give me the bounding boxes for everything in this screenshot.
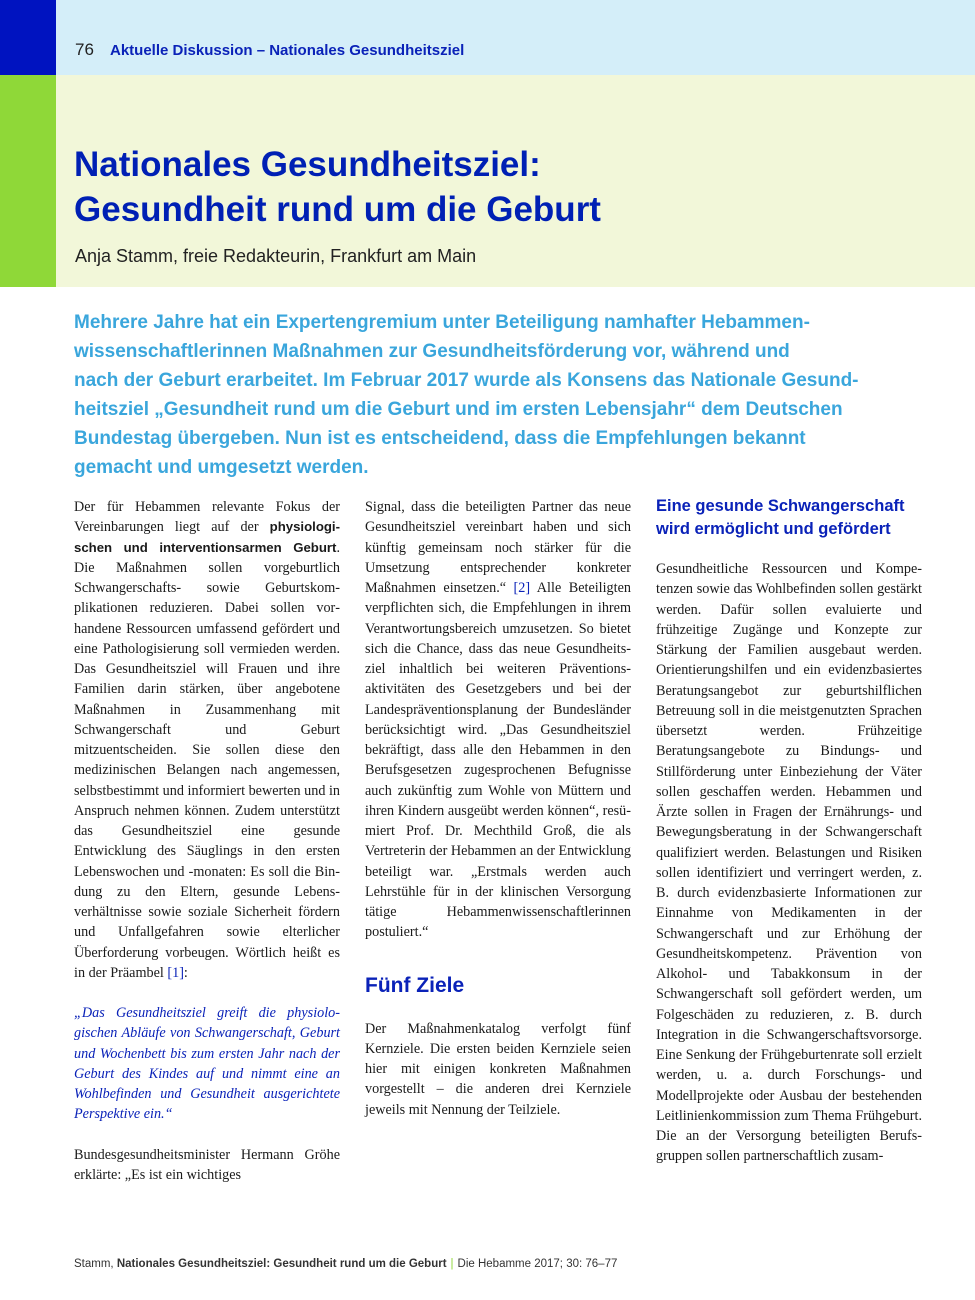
lead-line: Bundestag übergeben. Nun ist es entscheidend, dass die Empfehlungen bekannt <box>74 428 806 449</box>
body-text: Alle Beteiligten verpflichten sich, die Empfehlungen in ihrem Verantwortungsbereich umzusetzen. So bietet sich die Chance, dass das neue Gesundheitsziel inhaltlich bei weiteren Präventionsaktivitäten des Gesetzgebers und bei der Landespräventionsplanung der Bundesländer berücksichtigt wird. „Das Gesundheitsziel bekräftigt, dass alle den Hebammen in den Berufsgesetzen zugesprochenen Befugnisse auch zukünftig zum Wohle von Müttern und ihren Kindern ausgeübt werden können“, resümiert Prof. Dr. Mechthild Groß, die als Vertreterin der Hebammen an der Entwicklung beteiligt war. „Erstmals werden auch Lehrstühle für in der klinischen Versorgung tätige Hebammenwissenschaftlerinnen postuliert.“ <box>365 580 631 941</box>
body-text: . Die Maßnahmen sollen vorgeburtlich Schwangerschafts- sowie Geburtskomplikationen reduzieren. Dabei sollen vorhandene Ressourcen umfassend gefördert und eine Pathologisierung soll vermieden werden. Das Gesundheitsziel will Frauen und ihre Familien darin stärken, über angebotene Maßnahmen in Zusammenhang mit Schwangerschaft und Geburt mitzuentscheiden. Sie sollen diese den medizinischen Belangen nach angemessen, selbstbestimmt und informiert bewerten und in Anspruch nehmen können. Zudem unterstützt das Gesundheitsziel eine gesunde Entwicklung des Säuglings in den ersten Lebenswochen und -monaten: Es soll die Bindung zu den Eltern, gesunde Lebensverhältnisse sowie soziale Sicherheit fördern und Unfallgefahren sowie elterlicher Überforderung vorbeugen. Wörtlich heißt es in der Präambel <box>74 539 340 981</box>
footer-author: Stamm, <box>74 1258 117 1270</box>
bold-phrase: physiologischen und interventionsarmen Geburt <box>74 519 340 555</box>
body-paragraph <box>365 497 631 943</box>
body-text: : <box>183 964 188 981</box>
header-band <box>0 0 975 75</box>
page-footer <box>74 1258 617 1270</box>
page-number: 76 <box>75 40 94 59</box>
footer-citation: Die Hebamme 2017; 30: 76–77 <box>457 1258 618 1270</box>
body-paragraph: Gesundheitliche Ressourcen und Kompetenzen sowie das Wohlbefinden sollen gestärkt werden. Dafür sollen evaluierte und frühzeitige Zugänge und Konzepte zur Stärkung der Familien ausgebaut werden. Orientierungshilfen und ein evidenzbasiertes Beratungsangebot zur geburtshilflichen Betreuung soll in die meistgenutzten Sprachen übersetzt werden. Frühzeitige Beratungsangebote zu Bindungs- und Stillförderung unter Einbeziehung der Väter sollen geschaffen werden. Hebammen und Ärzte sollen in Fragen der Ernährungs- und Bewegungsberatung in der Schwangerschaft qualifiziert werden. Belastungen und Risiken sollen identifiziert und verringert werden, z. B. durch evidenzbasierte Informationen zur Einnahme von Medikamenten in der Schwangerschaft und zur Erhöhung der Gesundheitskompetenz. Prävention von Alkohol- und Tabakkonsum in der Schwangerschaft soll gefördert werden, um Folgeschäden zu reduzieren, z. B. durch Integration in die Schwangerschaftsvorsorge. Eine Senkung der Frühgeburtenrate soll erzielt werden, u. a. durch Forschungs- und Modellprojekte oder Ausbau der bestehenden Leitlinienkommission zum Thema Frühgeburt. Die an der Versorgung beteiligten Berufsgruppen sollen partnerschaftlich zusam- <box>656 561 922 1165</box>
body-text: Der für Hebammen relevante Fokus der Vereinbarungen liegt auf der <box>74 499 340 536</box>
text-column-2 <box>365 497 631 1120</box>
author-line: Anja Stamm, freie Redakteurin, Frankfurt am Main <box>75 246 477 266</box>
lead-paragraph <box>74 308 924 482</box>
text-column-1 <box>74 497 340 1185</box>
title-line-1: Nationales Gesundheitsziel: <box>74 145 541 184</box>
lead-line: Mehrere Jahre hat ein Expertengremium unter Beteiligung namhafter Hebammen- <box>74 312 810 333</box>
lead-line: gemacht und umgesetzt werden. <box>74 457 369 478</box>
lead-line: wissenschaftlerinnen Maßnahmen zur Gesundheitsförderung vor, während und <box>74 341 790 362</box>
body-text: Signal, dass die beteiligten Partner das neue Gesundheitsziel vereinbart haben und sich künftig gemeinsam noch stärker für die Umsetzung entsprechender konkreter Maßnahmen einsetzen.“ <box>365 499 631 596</box>
body-paragraph: Der Maßnahmenkatalog verfolgt fünf Kernziele. Die ersten beiden Kernziele seien hier mit einigen konkreten Maßnahmen vorgestellt – die anderen drei Kernziele jeweils mit Nennung der Teilziele. <box>365 1020 631 1118</box>
title-color-block <box>0 75 56 287</box>
lead-line: nach der Geburt erarbeitet. Im Februar 2017 wurde als Konsens das Nationale Gesund- <box>74 370 859 391</box>
footer-title: Nationales Gesundheitsziel: Gesundheit rund um die Geburt <box>116 1258 447 1270</box>
header-color-block <box>0 0 56 75</box>
section-heading: Fünf Ziele <box>365 973 465 997</box>
text-column-3 <box>656 497 922 1167</box>
footer-separator: | <box>450 1258 454 1270</box>
title-line-2: Gesundheit rund um die Geburt <box>74 190 601 229</box>
subsection-heading: Eine gesunde Schwangerschaft wird ermöglicht und gefördert <box>656 497 905 538</box>
running-head: Aktuelle Diskussion – Nationales Gesundheitsziel <box>110 42 465 59</box>
reference-link[interactable]: [1] <box>167 964 184 981</box>
body-paragraph <box>74 497 340 983</box>
body-paragraph: Bundesgesundheitsminister Hermann Gröhe erklärte: „Es ist ein wichtiges <box>74 1146 340 1183</box>
article-title <box>74 142 934 232</box>
preamble-quote: „Das Gesundheitsziel greift die physiologischen Abläufe von Schwangerschaft, Geburt und Wochenbett bis zum ersten Jahr nach der Geburt des Kindes auf und nimmt eine an Wohlbefinden und Gesundheit ausgerichtete Perspektive ein.“ <box>74 1005 340 1123</box>
reference-link[interactable]: [2] <box>513 580 531 596</box>
lead-line: heitsziel „Gesundheit rund um die Geburt und im ersten Lebensjahr“ dem Deutschen <box>74 399 843 420</box>
